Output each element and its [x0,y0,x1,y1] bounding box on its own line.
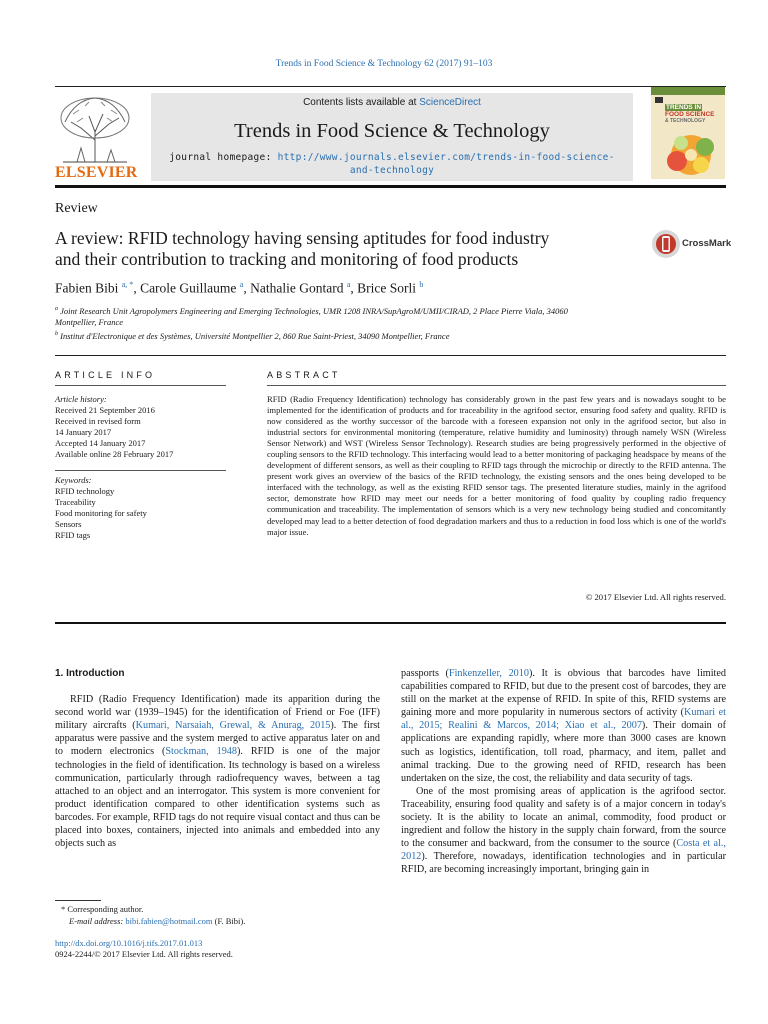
history-item: Received 21 September 2016 [55,405,155,415]
keyword-item: Traceability [55,497,96,507]
keywords-rule [55,470,226,471]
abstract-text: RFID (Radio Frequency Identification) technology has considerably grown in the past few years and is nowadays sought to be implemented for the identification of products and for traceability in the agrifood sector, ensuring food safety and quality. RFID is now considered as the worthy successor of the barcode with a foreseen expansion not only in the agrifood sector, but also in industrial sectors for environmental monitoring (temperature, relative humidity and luminosity) through namely WSN (Wireless Sensor Network) and WST (Wireless Sensor Technology). Research studies are being progressively performed in the objective of coupling sensors to the RFID technology. This interfacing would lead to a better monitoring of packaging headspace by means of the development of different sensors, as well as their coupling to RFID tags through the microchip or directly to the RFID antenna. The present work gives an overview of the basics of the RFID technology, the existing sensors and the ones being developed to be interfaced with the technology, as well as the existing RFID sensor tags. The presented literature studies, mainly in the agrifood sector, demonstrate how RFID may meet our needs for a better monitoring of food quality by coupling radio frequency communication and traceability. The implementation of sensors which is a very new technology being studied and concomitantly developed may lead to a better detection of food degradation markers and thus to a reduction in food loss which is one of the world's major issue. [267,394,726,537]
elsevier-wordmark: ELSEVIER [55,164,138,181]
cover-title-line-2: FOOD SCIENCE [665,111,715,118]
footnote-rule [55,900,101,901]
email-link[interactable]: bibi.fabien@hotmail.com [125,916,213,926]
history-item: Accepted 14 January 2017 [55,438,146,448]
email-suffix: (F. Bibi). [212,916,246,926]
crossmark-icon [651,228,681,260]
author-name[interactable]: Carole Guillaume [140,280,237,296]
paragraph-text: ). Therefore, nowadays, identification technologies and in particular RFID, are becoming increasingly important, bringing gain in [401,851,726,876]
contents-line [151,97,633,108]
author-list [55,280,423,297]
masthead-top-rule [55,86,726,87]
section-heading-introduction: 1. Introduction [55,668,125,679]
author-affiliation-marker[interactable]: b [419,280,424,289]
author-affiliation-marker[interactable]: a [346,280,351,289]
affiliation-text: Institut d'Electronique et des Systèmes, Université Montpellier 2, 860 Rue Saint-Priest, 34090 Montpellier, France [60,330,450,341]
paragraph-text: ). The first apparatus were passive and the system merged to active apparatus later on and to modern electronics ( [55,720,381,758]
author-name[interactable]: Fabien Bibi [55,280,119,296]
paragraph-text: One of the most promising areas of application is the agrifood sector. Traceability, ensuring food quality and safety is of a major concern in today's society. It is the ability to locate an animal, commodity, food product or ingredient and follow the history in the supply chain forward, from the source to the consumer and backward, from the consumer to the source ( [401,785,726,850]
running-head[interactable]: Trends in Food Science & Technology 62 (2017) 91–103 [275,59,493,69]
body-column-right [401,667,726,877]
paragraph-text: ). RFID is one of the major technologies in the field of identification. Its technology is based on a wireless communication, particularly through radiofrequency waves, between a tag attached to an object and an interrogator. This system is more convenient for product identification compared to other identification systems such as barcodes. For example, RFID tags do not require visual contact and thus can be placed into boxes, containers, injected into animals and embedded into any objects such as [55,746,380,850]
author-affiliation-marker[interactable]: a [239,280,244,289]
author-name[interactable]: Brice Sorli [357,280,417,296]
body-paragraph [55,693,380,850]
affiliation-item [55,317,615,329]
history-item: Received in revised form [55,416,141,426]
cover-title-line-1: TRENDS IN [666,104,702,111]
keyword-item: Sensors [55,519,82,529]
author-separator: , [133,280,141,296]
keywords [55,475,147,541]
cover-fruit-illustration [657,129,723,177]
email-note [55,915,245,927]
affiliation-item [55,304,615,317]
homepage-url[interactable]: http://www.journals.elsevier.com/trends-in-food-science- [277,152,615,163]
history-label: Article history: [55,394,107,404]
issn-line: 0924-2244/© 2017 Elsevier Ltd. All rights reserved. [55,949,233,959]
history-item: 14 January 2017 [55,427,112,437]
elsevier-logo [55,92,138,182]
article-type: Review [55,201,98,216]
body-paragraph [401,667,726,785]
journal-title: Trends in Food Science & Technology [234,120,550,142]
abstract-bottom-rule [55,622,726,624]
affiliation-item [55,329,615,342]
article-info-heading: ARTICLE INFO [55,370,156,380]
crossmark-badge[interactable] [651,228,731,260]
elsevier-tree-icon [55,92,135,164]
email-label: E-mail address: [69,916,126,926]
contents-prefix: Contents lists available at [303,97,420,108]
homepage-url-continued[interactable]: and-technology [349,165,435,176]
paragraph-text: passports ( [401,668,449,679]
abstract-heading: ABSTRACT [267,370,341,380]
cover-title-line-3: & TECHNOLOGY [665,118,706,124]
paragraph-text: ). It is obvious that barcodes have limited capabilities compared to RFID, but due to the present cost of barcodes, they are still on the market at the expense of RFID. In spite of this, RFID systems are gaining more and more popularity in numerous sectors of activity ( [401,668,727,719]
sciencedirect-link[interactable]: ScienceDirect [419,97,481,108]
doi-block [55,938,233,960]
body-paragraph [401,785,726,877]
citation-link[interactable]: Costa et al., 2012 [401,838,726,863]
citation-link[interactable]: Kumari et al., 2015; Realini & Marcos, 2014; Xiao et al., 2007 [401,707,726,732]
crossmark-label: CrossMark [682,238,732,249]
abstract-copyright: © 2017 Elsevier Ltd. All rights reserved. [585,592,726,602]
author-separator: , [243,280,251,296]
citation-link[interactable]: Stockman, 1948 [165,746,237,758]
affiliation-marker: a [55,306,58,312]
affiliations [55,304,615,342]
affiliation-marker: b [55,330,58,337]
history-item: Available online 28 February 2017 [55,449,174,459]
citation-link[interactable]: Kumari, Narsaiah, Grewal, & Anurag, 2015 [135,720,331,732]
citation-link[interactable]: Finkenzeller, 2010 [448,668,529,679]
author-name[interactable]: Nathalie Gontard [250,280,344,296]
author-affiliation-marker[interactable]: a, * [121,280,134,289]
paragraph-text: ). Their domain of applications are expanding rapidly, where more than 3000 cases are known such as logistics, identification, toll road, pharmacy, and item, pallet and animal tracking. Due to the growing need of RFID, research has been undertaken on the size, the cost, the reliability and data security of tags. [401,720,726,784]
keyword-item: RFID technology [55,486,115,496]
corresponding-author-note: * Corresponding author. [61,904,144,914]
author-separator: , [350,280,358,296]
article-title-line-2: and their contribution to tracking and monitoring of food products [55,249,519,269]
doi-link[interactable]: http://dx.doi.org/10.1016/j.tifs.2017.01.013 [55,938,203,948]
footnote [55,903,245,927]
front-matter-rule [55,355,726,356]
paragraph-text: RFID (Radio Frequency Identification) made its apparition during the second world war (1939–1945) for the identification of Friend or Foe (IFF) military aircrafts ( [55,694,380,732]
affiliation-text: Joint Research Unit Agropolymers Engineering and Emerging Technologies, UMR 1208 INRA/SupAgroM/UMII/CIRAD, 2 Place Pierre Viala, 34060 [60,305,568,316]
masthead-box [151,93,633,181]
affiliation-text: Montpellier, France [55,317,123,328]
homepage-label: journal homepage: [169,152,278,163]
keyword-item: Food monitoring for safety [55,508,147,518]
keyword-item: RFID tags [55,530,91,540]
article-title [55,228,645,270]
masthead-bottom-rule [55,185,726,188]
article-history [55,394,173,460]
journal-cover[interactable] [651,87,725,179]
article-title-line-1: A review: RFID technology having sensing aptitudes for food industry [55,228,550,248]
article-info-rule [55,385,226,386]
body-column-left [55,667,380,850]
abstract-rule [267,385,726,386]
journal-homepage [151,151,633,177]
keywords-label: Keywords: [55,475,92,485]
